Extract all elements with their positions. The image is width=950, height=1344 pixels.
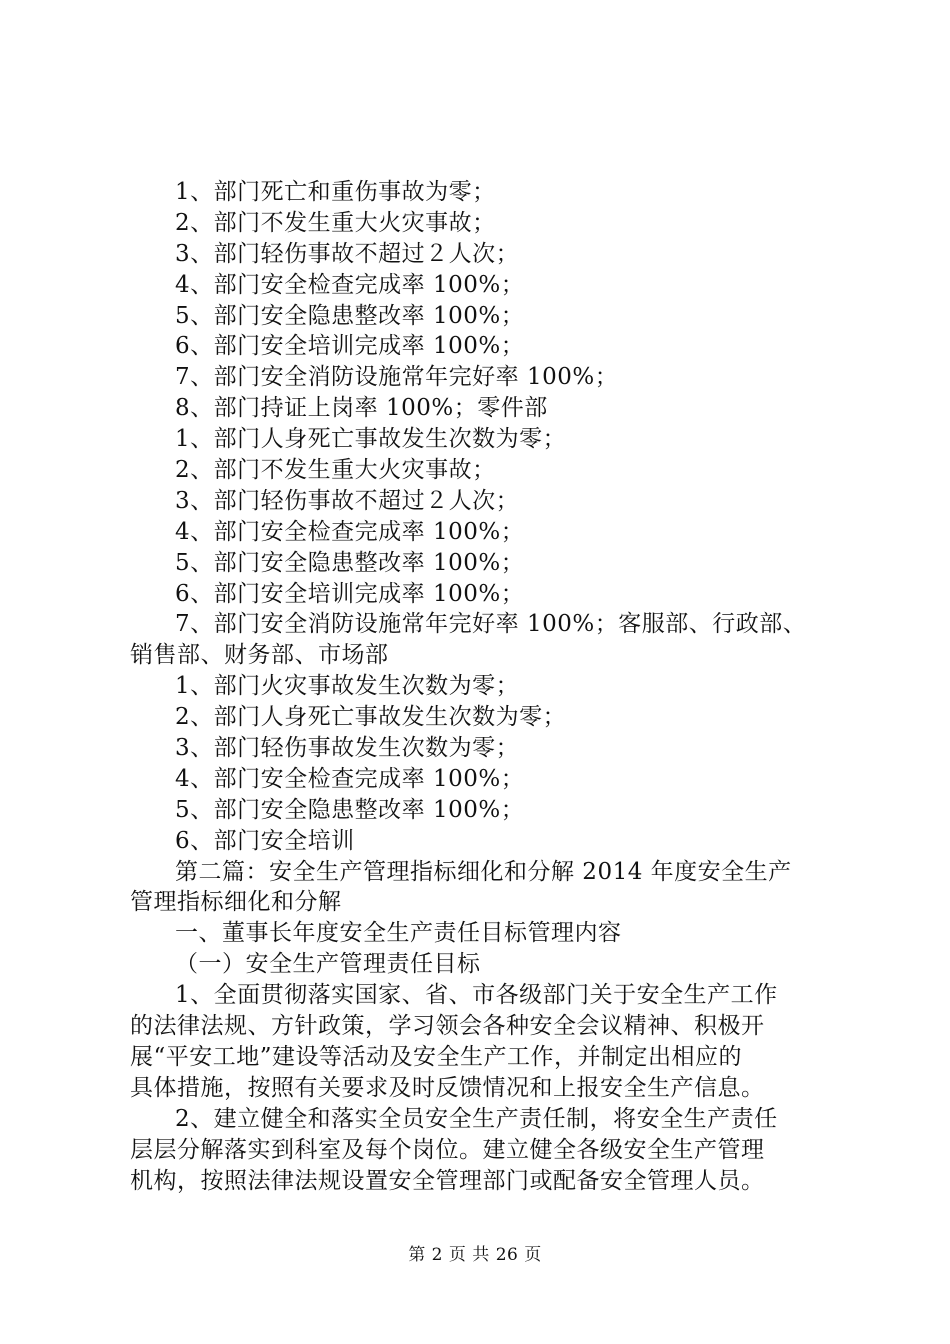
document-line: 机构，按照法律法规设置安全管理部门或配备安全管理人员。 [130, 1167, 765, 1194]
document-line: 2、部门人身死亡事故发生次数为零； [175, 704, 567, 731]
document-line: 7、部门安全消防设施常年完好率 100%；客服部、行政部、 [175, 611, 807, 638]
document-line: 1、部门人身死亡事故发生次数为零； [175, 426, 567, 453]
document-line: 2、建立健全和落实全员安全生产责任制，将安全生产责任 [175, 1105, 778, 1132]
document-line: 的法律法规、方针政策，学习领会各种安全会议精神、积极开 [130, 1013, 765, 1040]
document-line: 5、部门安全隐患整改率 100%； [175, 302, 525, 329]
document-line: 3、部门轻伤事故发生次数为零； [175, 735, 520, 762]
document-line: 5、部门安全隐患整改率 100%； [175, 549, 525, 576]
document-line: 2、部门不发生重大火灾事故； [175, 457, 496, 484]
document-line: 6、部门安全培训完成率 100%； [175, 580, 525, 607]
document-line: 具体措施，按照有关要求及时反馈情况和上报安全生产信息。 [130, 1074, 765, 1101]
document-line: 6、部门安全培训完成率 100%； [175, 333, 525, 360]
document-line: 1、部门火灾事故发生次数为零； [175, 673, 520, 700]
document-line: 4、部门安全检查完成率 100%； [175, 271, 525, 298]
document-line: 4、部门安全检查完成率 100%； [175, 518, 525, 545]
document-line: 一、董事长年度安全生产责任目标管理内容 [175, 920, 622, 947]
document-line: （一）安全生产管理责任目标 [175, 951, 481, 978]
document-line: 层层分解落实到科室及每个岗位。建立健全各级安全生产管理 [130, 1136, 765, 1163]
document-line: 1、全面贯彻落实国家、省、市各级部门关于安全生产工作 [175, 982, 778, 1009]
document-line: 6、部门安全培训 [175, 827, 355, 854]
document-line: 4、部门安全检查完成率 100%； [175, 765, 525, 792]
page-footer: 第 2 页 共 26 页 [408, 1245, 542, 1265]
document-line: 8、部门持证上岗率 100%；零件部 [175, 395, 548, 422]
document-line: 1、部门死亡和重伤事故为零； [175, 179, 496, 205]
document-line: 3、部门轻伤事故不超过２人次； [175, 487, 520, 514]
document-line: 3、部门轻伤事故不超过２人次； [175, 240, 520, 267]
document-line: 5、部门安全隐患整改率 100%； [175, 796, 525, 823]
document-line: 2、部门不发生重大火灾事故； [175, 209, 496, 236]
document-line: 第二篇：安全生产管理指标细化和分解 2014 年度安全生产 [175, 858, 792, 885]
document-body [130, 177, 850, 1196]
document-line: 7、部门安全消防设施常年完好率 100%； [175, 364, 619, 391]
document-line: 管理指标细化和分解 [130, 889, 342, 916]
document-line: 展“平安工地”建设等活动及安全生产工作，并制定出相应的 [130, 1043, 743, 1070]
document-line: 销售部、财务部、市场部 [130, 642, 389, 669]
